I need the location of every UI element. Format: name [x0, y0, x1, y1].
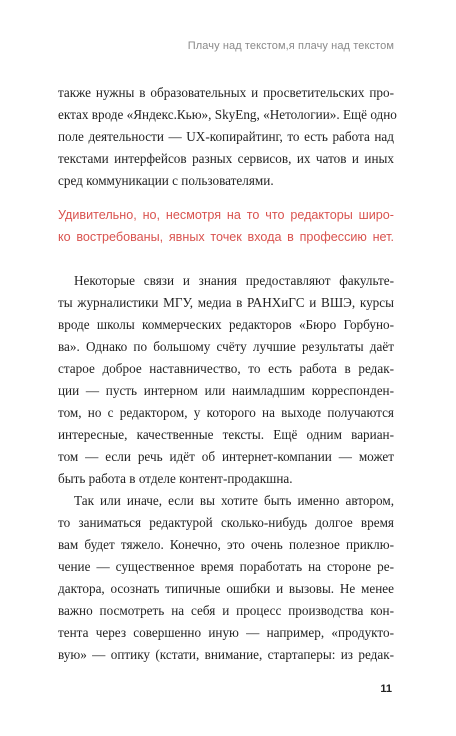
text-line: Некоторые связи и знания предоставляют факульте- — [74, 273, 394, 288]
text-line: ва». Однако по большому счёту лучшие результаты даёт — [58, 339, 394, 354]
text-line: вам будет тяжело. Конечно, это очень полезное приклю- — [58, 537, 394, 552]
text-line: вую» — оптику (кстати, внимание, стартаперы: из редак- — [58, 647, 394, 662]
text-line: вроде школы коммерческих редакторов «Бюро Горбуно- — [58, 317, 394, 332]
pull-quote-line: Удивительно, но, несмотря на то что редакторы широ- — [58, 208, 394, 222]
text-line: важно посмотреть на себя и процесс производства кон- — [58, 603, 394, 618]
text-line: том, но с редактором, у которого на выходе получаются — [58, 405, 394, 420]
text-line: старое доброе наставничество, то есть работа в редак- — [58, 361, 394, 376]
text-line: дактора, осознать типичные ошибки и вызовы. Не менее — [58, 581, 394, 596]
paragraph-2 — [58, 270, 394, 490]
text-line: том — если речь идёт об интернет-компании — может — [58, 449, 394, 464]
text-line: быть работа в отделе контент-продакшна. — [58, 471, 293, 486]
text-line: ектах вроде «Яндекс.Кью», SkyEng, «Нетологии». Ещё одно — [58, 107, 397, 122]
text-line: ты журналистики МГУ, медиа в РАНХиГС и ВШЭ, курсы — [58, 295, 394, 310]
pull-quote-line: ко востребованы, явных точек входа в профессию нет. — [58, 230, 394, 244]
text-line: Так или иначе, если вы хотите быть именно автором, — [74, 493, 394, 508]
text-line: сред коммуникации с пользователями. — [58, 173, 274, 188]
text-line: поле деятельности — UX-копирайтинг, то есть работа над — [58, 129, 394, 144]
text-line: чение — существенное время поработать на стороне ре- — [58, 559, 394, 574]
text-line: тента через совершенно иную — например, «продукто- — [58, 625, 394, 640]
text-line: текстами интерфейсов разных сервисов, их чатов и иных — [58, 151, 394, 166]
text-line: интересные, качественные тексты. Ещё одним вариан- — [58, 427, 394, 442]
text-line: также нужны в образовательных и просветительских про- — [58, 85, 394, 100]
paragraph-3 — [58, 490, 394, 666]
text-line: то заниматься редактурой сколько-нибудь долгое время — [58, 515, 394, 530]
running-header: Плачу над текстом,я плачу над текстом — [187, 40, 394, 52]
text-line: ции — пусть интерном или наимладшим корреспонден- — [58, 383, 394, 398]
page-number: 11 — [380, 683, 392, 695]
paragraph-1 — [58, 82, 397, 192]
pull-quote — [58, 204, 394, 248]
